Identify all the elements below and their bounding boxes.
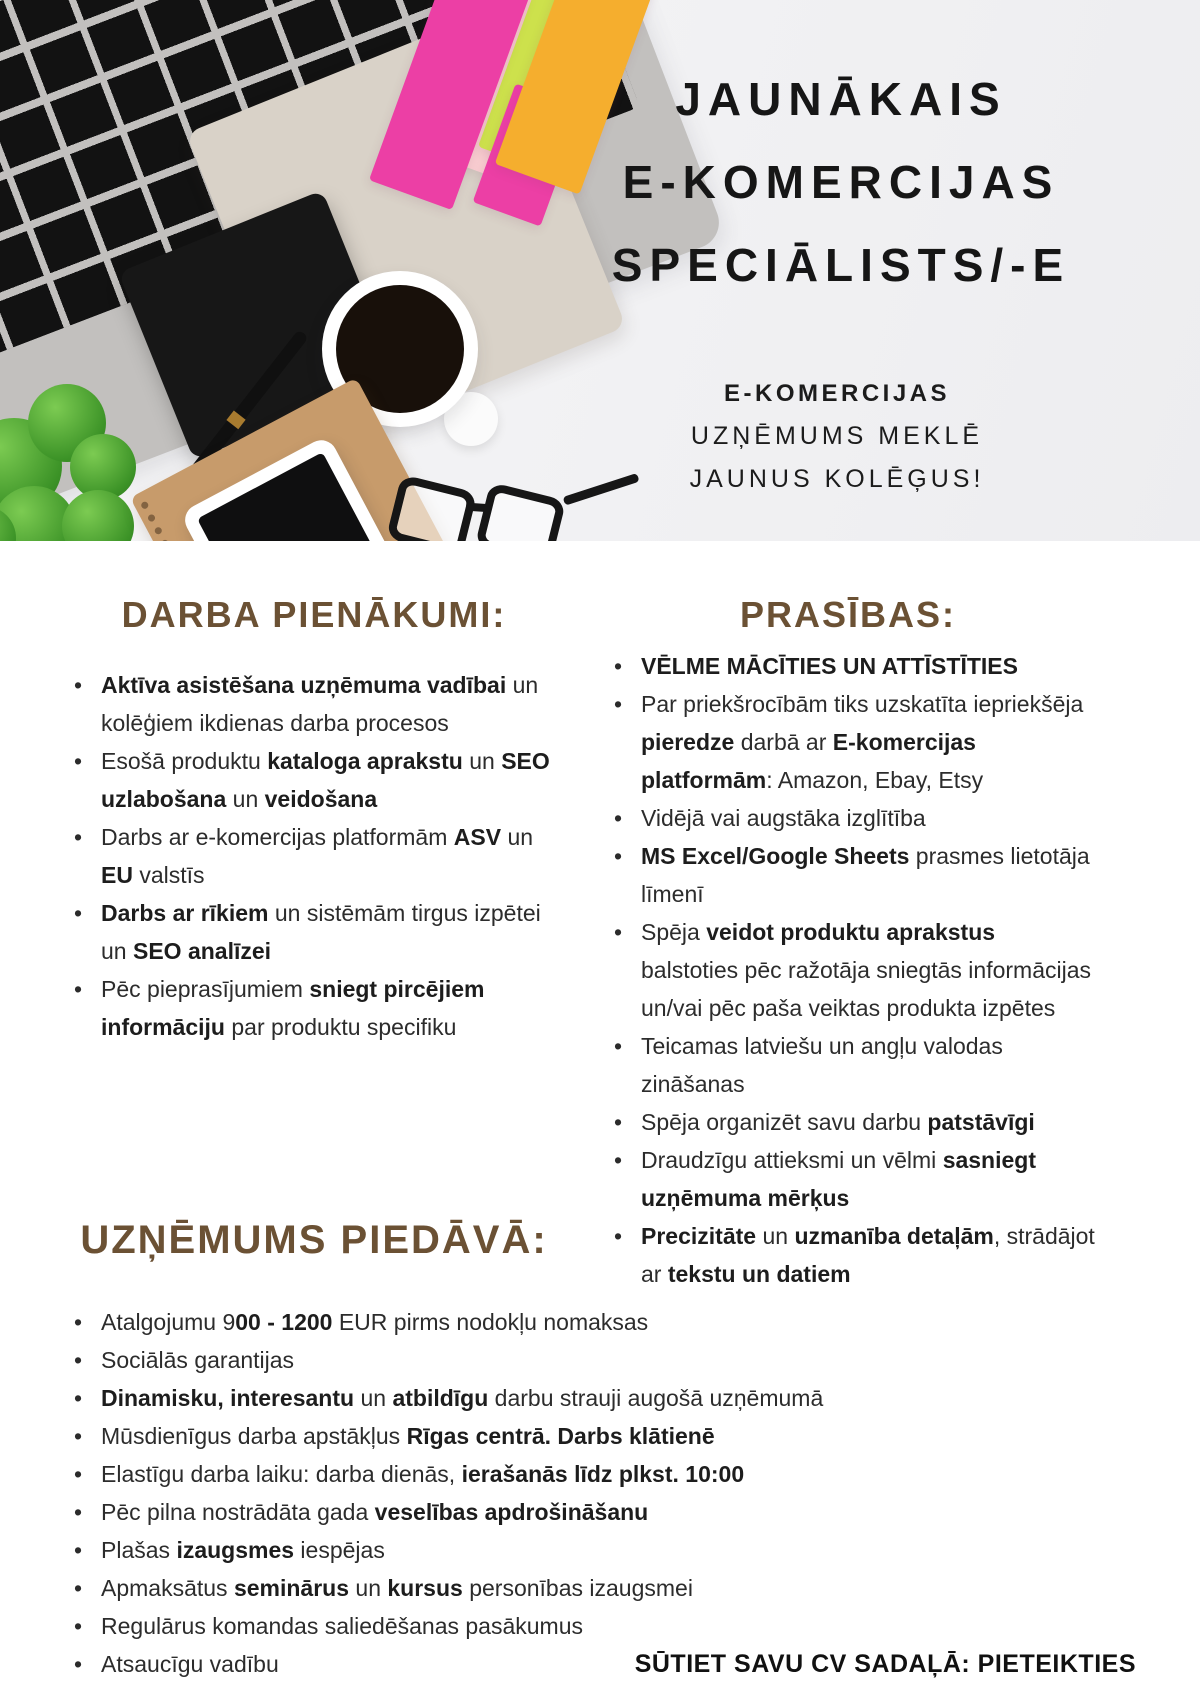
requirement-item: • VĒLME MĀCĪTIES UN ATTĪSTĪTIES [612,647,1098,685]
requirements-heading: PRASĪBAS: [739,594,957,635]
duties-list [58,666,570,1046]
hero-section [0,0,1200,541]
offer-item: • Elastīgu darba laiku: darba dienās, ierašanās līdz plkst. 10:00 [72,1455,1160,1493]
requirements-section [598,594,1098,1293]
offer-item: • Mūsdienīgus darba apstākļus Rīgas centrā. Darbs klātienē [72,1417,1160,1455]
plant-leaf [62,490,134,541]
eyeglasses-lens [475,482,567,541]
duty-item: • Esošā produktu kataloga aprakstu un SEO uzlabošana un veidošana [72,742,570,818]
offer-item: • Plašas izaugsmes iespējas [72,1531,1160,1569]
subtitle-line: UZŅĒMUMS MEKLĒ [690,422,984,450]
subtitle-line: E-KOMERCIJAS [723,380,951,407]
offer-heading: UZŅĒMUMS PIEDĀVĀ: [80,1218,548,1262]
duty-item: • Darbs ar rīkiem un sistēmām tirgus izpētei un SEO analīzei [72,894,570,970]
duty-item: • Pēc pieprasījumiem sniegt pircējiem informāciju par produktu specifiku [72,970,570,1046]
eyeglasses-lens [386,474,478,541]
offer-item: • Dinamisku, interesantu un atbildīgu darbu strauji augošā uzņēmumā [72,1379,1160,1417]
requirement-item: • Par priekšrocībām tiks uzskatīta iepriekšēja pieredze darbā ar E-komercijas platformām: Amazon, Ebay, Etsy [612,685,1098,799]
eyeglasses-photo [379,434,612,541]
duty-item: • Darbs ar e-komercijas platformām ASV un EU valstīs [72,818,570,894]
title-line: JAUNĀKAIS [675,73,1007,125]
duties-heading: DARBA PIENĀKUMI: [121,594,507,635]
title-line: SPECIĀLISTS/-E [611,239,1071,291]
offer-item: • Sociālās garantijas [72,1341,1160,1379]
cv-submit-cta: SŪTIET SAVU CV SADAĻĀ: PIETEIKTIES [634,1650,1136,1678]
requirement-item: • Precizitāte un uzmanība detaļām, strādājot ar tekstu un datiem [612,1217,1098,1293]
requirement-item: • Vidējā vai augstāka izglītība [612,799,1098,837]
requirement-item: • Teicamas latviešu un angļu valodas zināšanas [612,1027,1098,1103]
requirement-item: • Spēja organizēt savu darbu patstāvīgi [612,1103,1098,1141]
offer-list [58,1303,1160,1683]
hero-subtitle [622,372,1052,501]
offer-item: • Regulārus komandas saliedēšanas pasākumus [72,1607,1160,1645]
offer-item: • Apmaksātus seminārus un kursus personības izaugsmei [72,1569,1160,1607]
requirement-item: • Draudzīgu attieksmi un vēlmi sasniegt uzņēmuma mērķus [612,1141,1098,1217]
subtitle-line: JAUNUS KOLĒĢUS! [689,465,985,493]
eyeglasses-bridge [466,503,489,513]
offer-item: • Atalgojumu 900 - 1200 EUR pirms nodokļu nomaksas [72,1303,1160,1341]
offer-item: • Atsaucīgu vadību [72,1645,1160,1683]
offer-item: • Pēc pilna nostrādāta gada veselības apdrošināšanu [72,1493,1160,1531]
requirement-item: • MS Excel/Google Sheets prasmes lietotāja līmenī [612,837,1098,913]
title-line: E-KOMERCIJAS [622,156,1060,208]
duties-section [58,594,570,1046]
requirements-list [598,647,1098,1293]
requirement-item: • Spēja veidot produktu aprakstus balstoties pēc ražotāja sniegtās informācijas un/vai pēc paša veiktas produkta izpētes [612,913,1098,1027]
duty-item: • Aktīva asistēšana uzņēmuma vadībai un kolēģiem ikdienas darba procesos [72,666,570,742]
job-title [585,58,1097,307]
